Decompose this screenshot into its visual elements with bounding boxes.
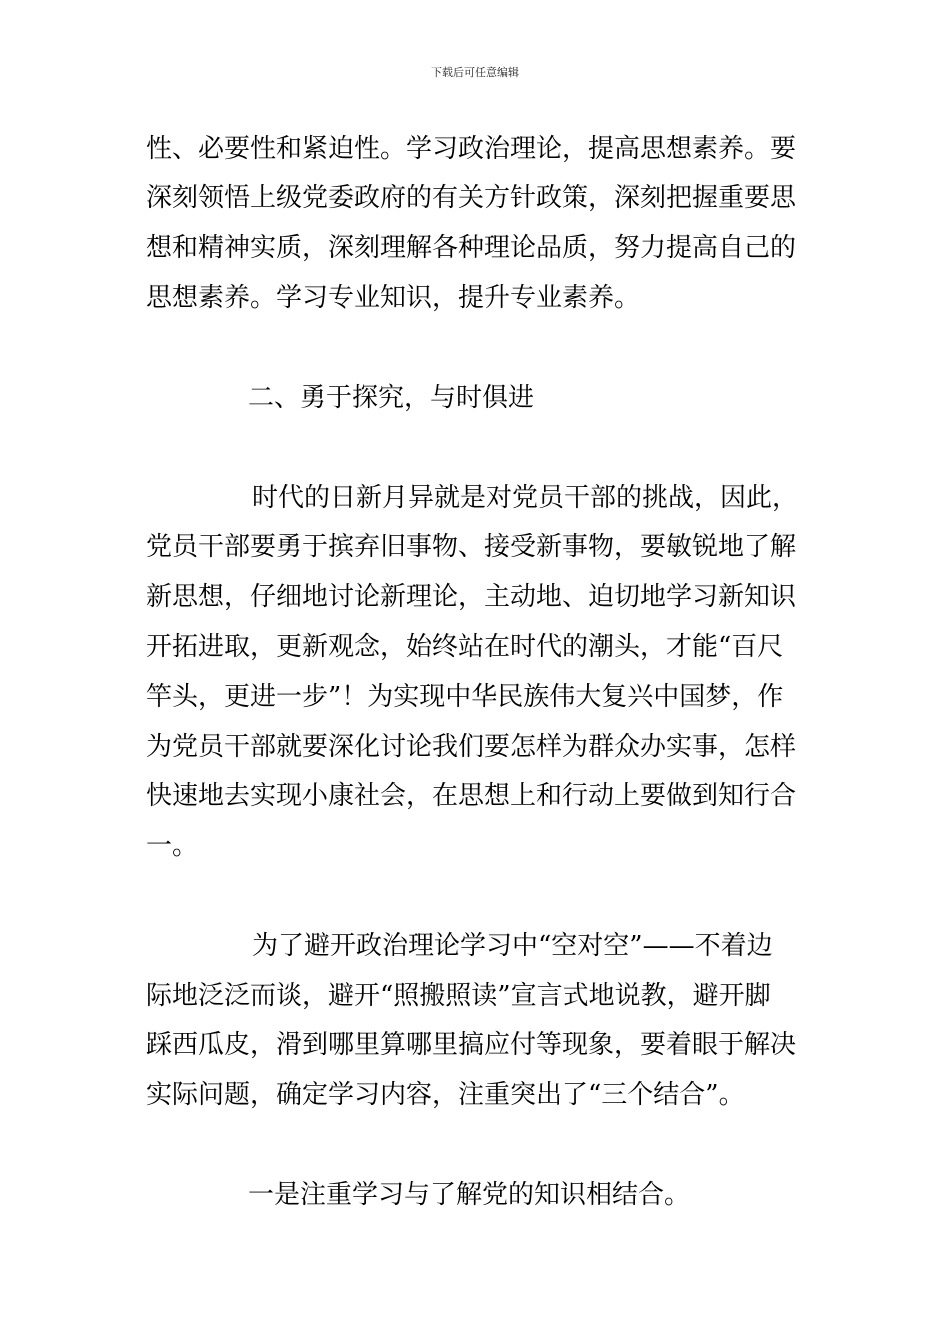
page-header-note: 下载后可任意编辑: [431, 66, 519, 79]
paragraph-line: 深刻领悟上级党委政府的有关方针政策，深刻把握重要思: [146, 183, 797, 213]
section-heading: 二、勇于探究，与时俱进: [248, 383, 535, 413]
paragraph-line: 实际问题，确定学习内容，注重突出了“三个结合”。: [146, 1080, 745, 1110]
paragraph-line: 为了避开政治理论学习中“空对空”——不着边: [252, 931, 773, 961]
paragraph-line: 快速地去实现小康社会，在思想上和行动上要做到知行合: [146, 781, 797, 811]
paragraph-line: 际地泛泛而谈，避开“照搬照读”宣言式地说教，避开脚: [146, 981, 771, 1011]
paragraph-line: 一是注重学习与了解党的知识相结合。: [248, 1180, 691, 1210]
paragraph-line: 党员干部要勇于摈弃旧事物、接受新事物，要敏锐地了解: [146, 532, 797, 562]
paragraph-line: 思想素养。学习专业知识，提升专业素养。: [146, 283, 641, 313]
paragraph-line: 想和精神实质，深刻理解各种理论品质，努力提高自己的: [146, 233, 797, 263]
paragraph-line: 性、必要性和紧迫性。学习政治理论，提高思想素养。要: [146, 134, 797, 164]
paragraph-line: 竿头，更进一步”！为实现中华民族伟大复兴中国梦，作: [146, 682, 784, 712]
paragraph-line: 踩西瓜皮，滑到哪里算哪里搞应付等现象，要着眼于解决: [146, 1030, 797, 1060]
paragraph-line: 开拓进取，更新观念，始终站在时代的潮头，才能“百尺: [146, 632, 784, 662]
paragraph-line: 时代的日新月异就是对党员干部的挑战，因此，: [252, 483, 799, 513]
paragraph-line: 一。: [146, 831, 199, 861]
paragraph-line: 新思想，仔细地讨论新理论，主动地、迫切地学习新知识: [146, 582, 797, 612]
paragraph-line: 为党员干部就要深化讨论我们要怎样为群众办实事，怎样: [146, 732, 797, 762]
